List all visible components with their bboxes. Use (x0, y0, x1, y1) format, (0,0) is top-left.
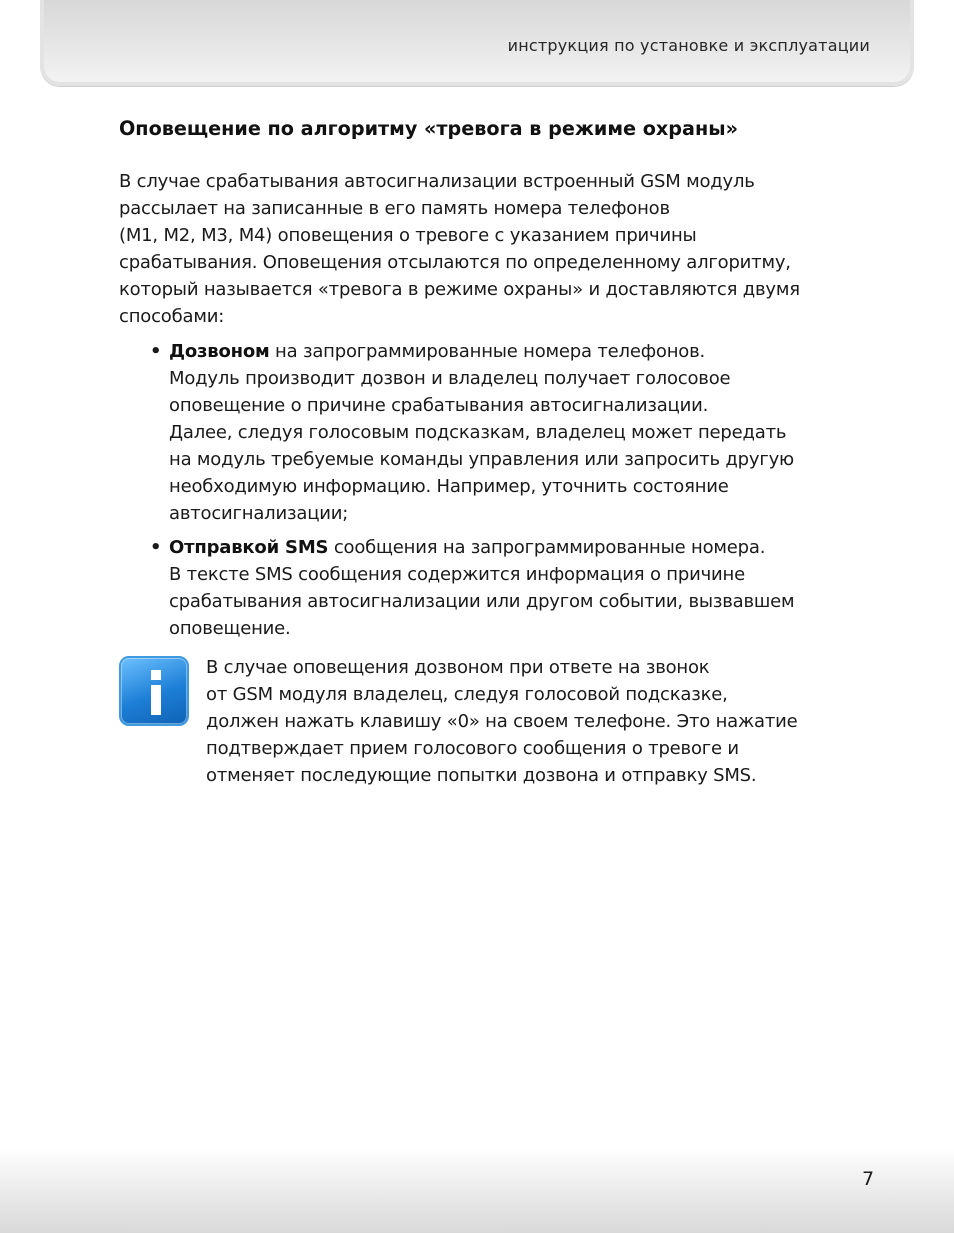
intro-line: рассылает на записанные в его память номера телефонов (119, 198, 670, 219)
bullet-line: на модуль требуемые команды управления или запросить другую (169, 449, 794, 470)
bullet-line: оповещение. (169, 618, 291, 639)
bullet-text (169, 534, 794, 642)
page-footer-band (0, 1148, 954, 1233)
bullet-line: срабатывания автосигнализации или другом событии, вызвавшем (169, 591, 795, 612)
intro-line: срабатывания. Оповещения отсылаются по определенному алгоритму, (119, 252, 791, 273)
section-title: Оповещение по алгоритму «тревога в режиме охраны» (119, 117, 738, 140)
bullet-line: Модуль производит дозвон и владелец получает голосовое (169, 368, 731, 389)
note-line: В случае оповещения дозвоном при ответе на звонок (206, 657, 710, 678)
bullet-lead: Отправкой SMS (169, 537, 329, 558)
bullet-first-line-rest: сообщения на запрограммированные номера. (328, 537, 766, 558)
info-note-text (206, 654, 886, 789)
bullet-line: необходимую информацию. Например, уточнить состояние (169, 476, 729, 497)
bullet-marker: • (150, 341, 162, 362)
bullet-line: автосигнализации; (169, 503, 349, 524)
intro-line: В случае срабатывания автосигнализации встроенный GSM модуль (119, 171, 755, 192)
bullet-line: Далее, следуя голосовым подсказкам, владелец может передать (169, 422, 787, 443)
bullet-text (169, 338, 794, 527)
note-line: от GSM модуля владелец, следуя голосовой подсказке, (206, 684, 728, 705)
bullet-first-line (169, 534, 794, 561)
note-line: подтверждает прием голосового сообщения о тревоге и (206, 738, 739, 759)
info-glyph (121, 658, 191, 728)
note-line: отменяет последующие попытки дозвона и отправку SMS. (206, 765, 757, 786)
note-line: должен нажать клавишу «0» на своем телефоне. Это нажатие (206, 711, 798, 732)
bullet-lead: Дозвоном (169, 341, 270, 362)
page-number: 7 (862, 1168, 875, 1190)
intro-line: который называется «тревога в режиме охраны» и доставляются двумя (119, 279, 800, 300)
bullet-line: оповещение о причине срабатывания автосигнализации. (169, 395, 709, 416)
bullet-first-line-rest: на запрограммированные номера телефонов. (269, 341, 706, 362)
page-header-band (40, 0, 914, 86)
running-header-title: инструкция по установке и эксплуатации (507, 36, 870, 55)
intro-line: (M1, M2, M3, M4) оповещения о тревоге с указанием причины (119, 225, 697, 246)
bullet-marker: • (150, 537, 162, 558)
intro-line: способами: (119, 306, 225, 327)
info-icon (119, 656, 189, 726)
bullet-line: В тексте SMS сообщения содержится информация о причине (169, 564, 745, 585)
intro-paragraph (119, 168, 879, 330)
bullet-first-line (169, 338, 794, 365)
